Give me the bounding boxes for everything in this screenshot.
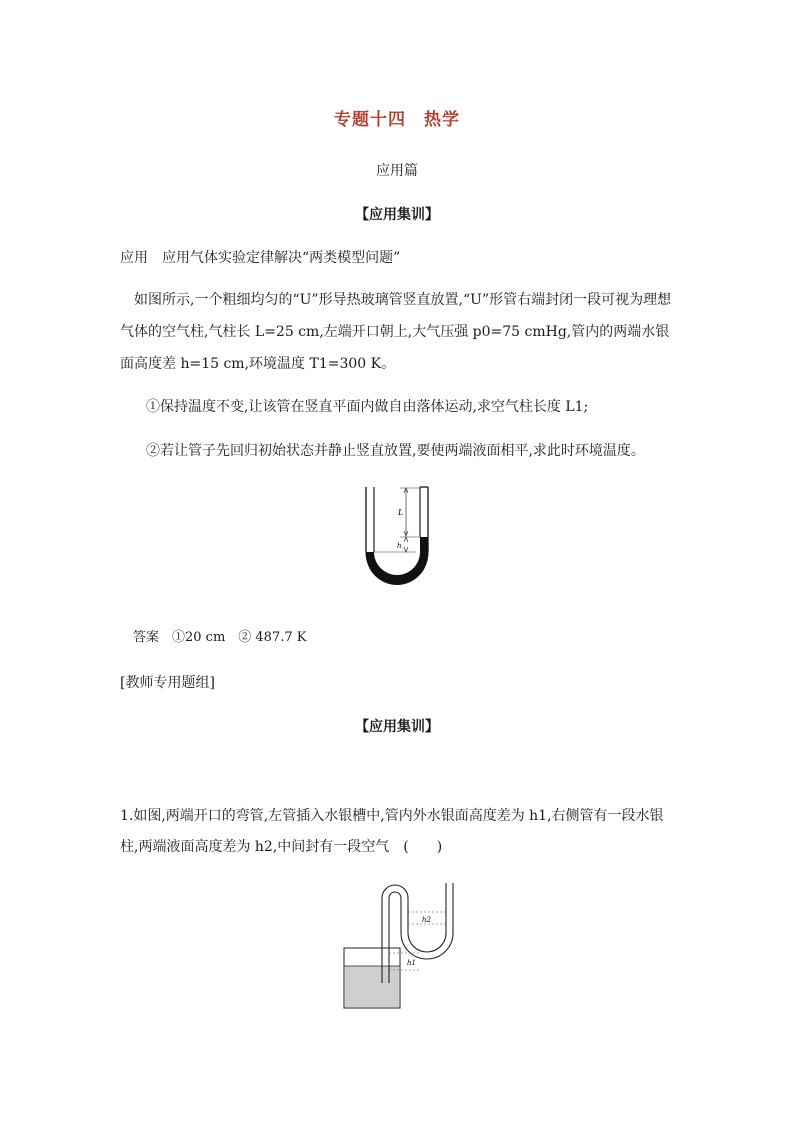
label-h1: h1 xyxy=(407,959,416,967)
label-L: L xyxy=(398,508,404,517)
question-2: ②若让管子先回归初始状态并静止竖直放置,要使两端液面相平,求此时环境温度。 xyxy=(146,443,645,459)
question-list-line-2: 柱,两端液面高度差为 h2,中间封有一段空气 ( ) xyxy=(120,839,443,855)
teacher-group-label: [教师专用题组] xyxy=(120,675,215,691)
question-1: ①保持温度不变,让该管在竖直平面内做自由落体运动,求空气柱长度 L1; xyxy=(146,399,589,415)
topic-line: 应用 应用气体实验定律解决“两类模型问题” xyxy=(120,250,401,266)
collection-heading-2: 【应用集训】 xyxy=(355,719,439,735)
collection-heading: 【应用集训】 xyxy=(355,207,439,223)
question-list-line-1: 1.如图,两端开口的弯管,左管插入水银槽中,管内外水银面高度差为 h1,右侧管有一段水银 xyxy=(120,808,664,824)
problem-paragraph: 如图所示,一个粗细均匀的“U”形导热玻璃管竖直放置,“U”形管右端封闭一段可视为理想气体的空气柱,气柱长 L=25 cm,左端开口朝上,大气压强 p0=75 cmHg,管内的两端水银面高度差 h=15 cm,环境温度 T1=300 K。 xyxy=(120,292,672,372)
page-title: 专题十四 热学 xyxy=(334,110,460,130)
section-heading: 应用篇 xyxy=(376,163,418,179)
u-tube-figure xyxy=(356,482,446,602)
label-h2: h2 xyxy=(422,916,431,924)
answer-line: 答案 ①20 cm ② 487.7 K xyxy=(133,630,307,645)
bent-tube-figure xyxy=(340,878,470,1013)
label-h: h xyxy=(397,542,402,550)
